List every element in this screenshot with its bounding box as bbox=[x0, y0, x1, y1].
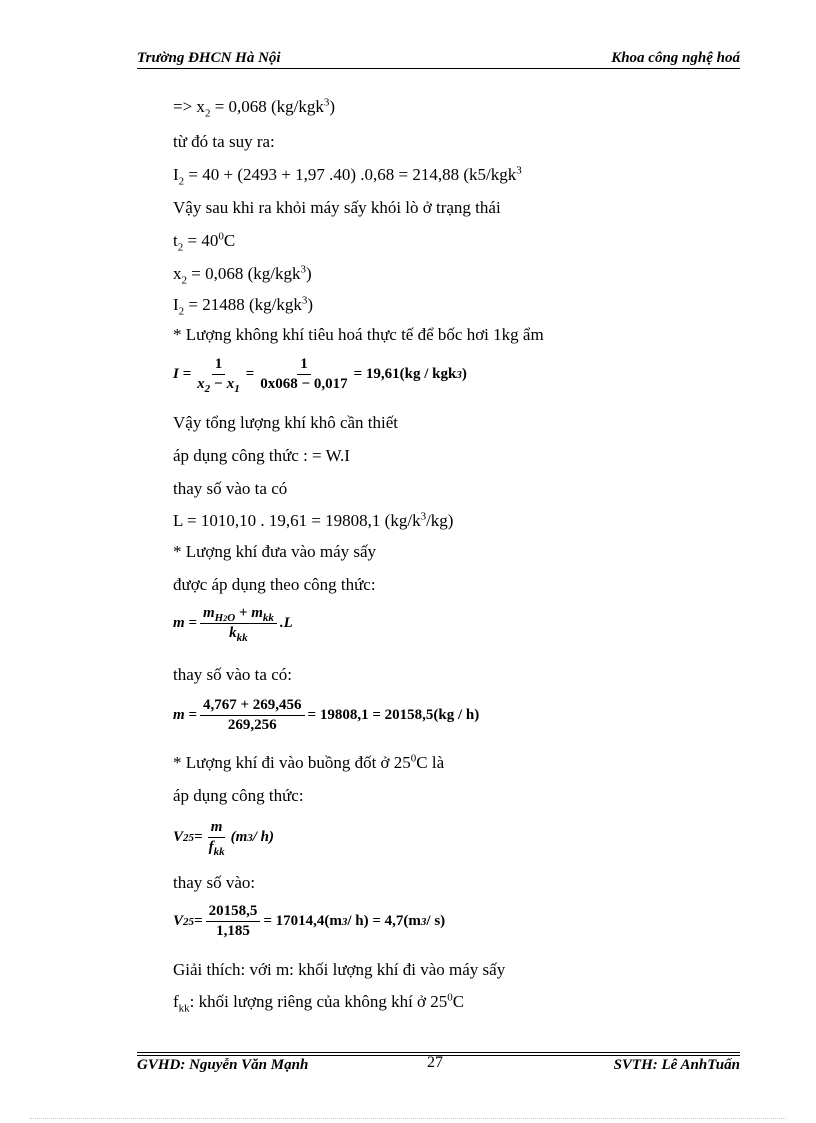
text-line: => $x_2 = 0,068$ (kg/kgk$^3$) bbox=[173, 96, 336, 120]
text-line: * Lượng không khí tiêu hoá thực tế để bốc hơi 1kg ẩm bbox=[173, 325, 544, 344]
text-line: từ đó ta suy ra: bbox=[173, 132, 275, 151]
text-line: * Lượng khí đưa vào máy sấy bbox=[173, 542, 377, 561]
text-line: $I_2 = 21488$ (kg/kgk$^3$) bbox=[173, 294, 314, 318]
text-line: áp dụng công thức: bbox=[173, 786, 304, 805]
text-line: $t_2 = 40^0C$ bbox=[173, 230, 236, 254]
text-line: thay số vào ta có: bbox=[173, 665, 292, 684]
text-line: thay số vào ta có bbox=[173, 479, 288, 498]
text-line: $f_{kk}$: khối lượng riêng của không khí ở $25^0C$ bbox=[173, 991, 465, 1015]
text-line: * Lượng khí đi vào buồng đốt ở $25^0C$ là bbox=[173, 752, 445, 772]
text-line: $x_2 = 0,068$ (kg/kgk$^3$) bbox=[173, 263, 312, 287]
text-line: áp dụng công thức : = W.I bbox=[173, 446, 350, 465]
page-number: 27 bbox=[427, 1054, 443, 1071]
page-bottom-border bbox=[30, 1118, 786, 1119]
equation-volume-formula: V 25 = $\frac{m}{f_{kk}}$ (m 3 / h) bbox=[173, 819, 275, 858]
footer-advisor: GVHD: Nguyễn Văn Mạnh bbox=[137, 1057, 309, 1073]
footer-student: SVTH: Lê AnhTuấn bbox=[613, 1057, 740, 1073]
equation-air-per-kg: I = $\frac{1}{x_2 - x_1}$ = $\frac{1}{0x068 - 0,017}$ = 19,61(kg / kgk 3 ) bbox=[173, 356, 467, 395]
equation-air-into-dryer: m = $\frac{m_{H2O} + m_{kk}}{k_{kk}}$ .L bbox=[173, 605, 293, 644]
page-footer bbox=[137, 1054, 740, 1077]
footer-rule-1 bbox=[137, 1052, 740, 1053]
page-header bbox=[137, 50, 740, 70]
header-rule bbox=[137, 68, 740, 69]
text-line: $I_2 = 40 + (2493 + 1,97$ .40) .0,68 = 214,88 (k5/kgk$^3$ bbox=[173, 164, 522, 188]
text-line: Vậy sau khi ra khỏi máy sấy khói lò ở trạng thái bbox=[173, 198, 501, 217]
text-line: L = 1010,10 . 19,61 = 19808,1 $(kg/k^3/kg)$ bbox=[173, 510, 454, 530]
text-line: Giải thích: với m: khối lượng khí đi vào máy sấy bbox=[173, 960, 506, 979]
text-line: được áp dụng theo công thức: bbox=[173, 575, 376, 594]
equation-mass-flow: m = $\frac{4,767 + 269,456}{269,256}$ = 19808,1 = 20158,5(kg / h) bbox=[173, 697, 480, 733]
text-line: Vậy tổng lượng khí khô cần thiết bbox=[173, 413, 399, 432]
equation-volume-result: V 25 = $\frac{20158,5}{1,185}$ = 17014,4(m 3 / h) = 4,7(m 3 / s) bbox=[173, 903, 446, 939]
header-school: Trường ĐHCN Hà Nội bbox=[137, 50, 281, 66]
text-line: thay số vào: bbox=[173, 873, 256, 892]
header-faculty: Khoa công nghệ hoá bbox=[611, 50, 740, 66]
